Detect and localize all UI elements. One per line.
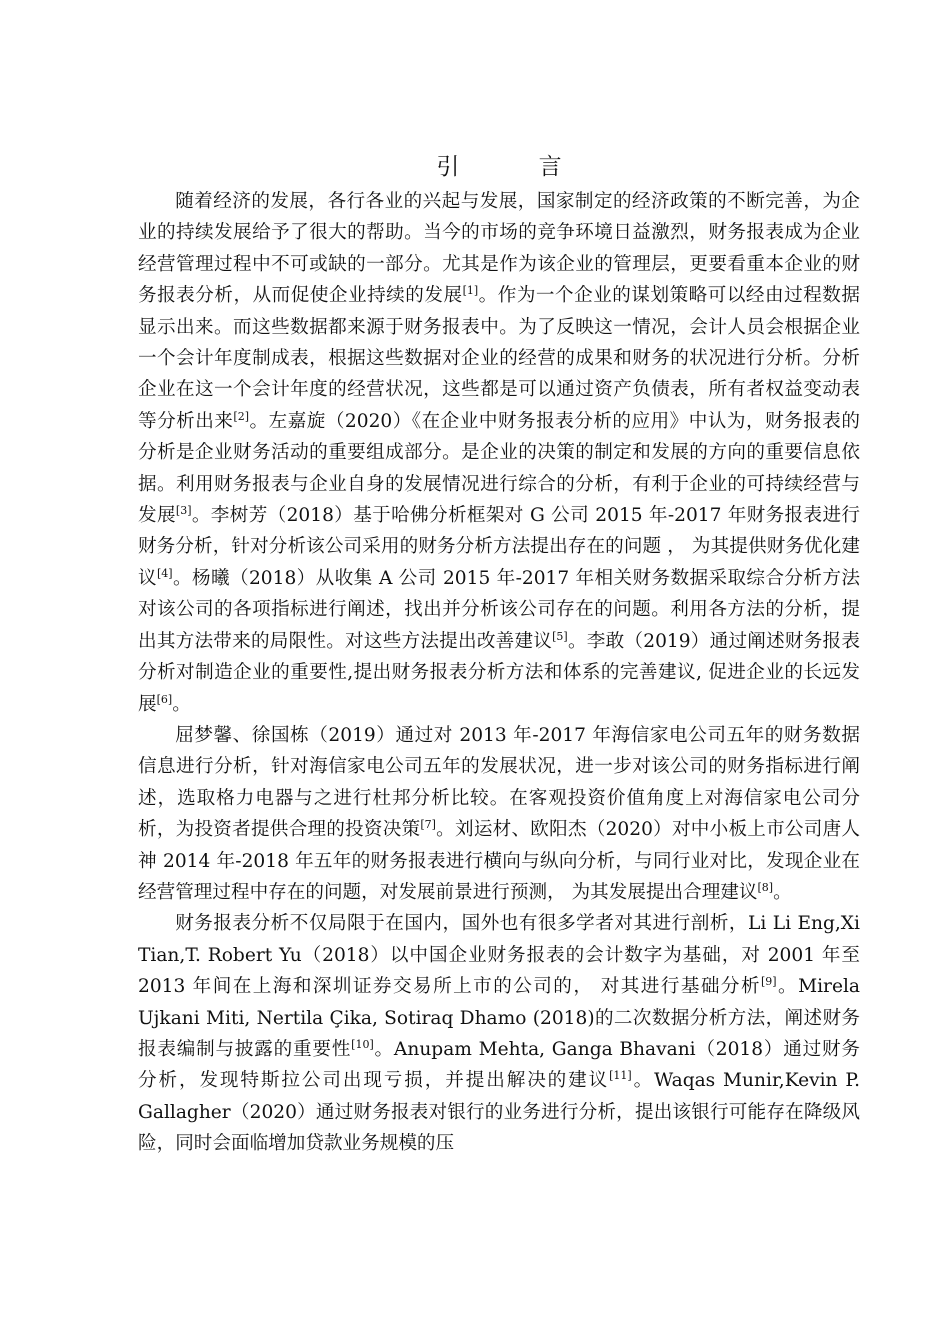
citation-ref: [6]	[156, 692, 173, 706]
text-segment: 随着经济的发展，各行各业的兴起与发展，国家制定的经济政策的不断完善，为企业的持续发展给予了很大的帮助。当今的市场的竞争环境日益激烈，财务报表成为企业经营管理过程中不可或缺的一部分。尤其是作为该企业的管理层，更要看重本企业的财务报表分析，从而促使企业持续的发展	[138, 191, 860, 307]
text-segment: 。	[773, 881, 792, 903]
citation-ref: [2]	[233, 409, 250, 423]
text-segment: 财务报表分析不仅局限于在国内，国外也有很多学者对其进行剖析，Li Li Eng,Xi Tian,T. Robert Yu（2018）以中国企业财务报表的会计数字为基础，对 2001 年至 2013 年间在上海和深圳证券交易所上市的公司的， 对其进行基础分析	[138, 913, 860, 998]
text-segment: 。李树芳（2018）基于哈佛分析框架对 G 公司 2015 年-2017 年财务报表进行财务分析，针对分析该公司采用的财务分析方法提出存在的问题 ， 为其提供财务优化建议	[138, 505, 860, 589]
text-segment: 屈梦馨、徐国栋（2019）通过对 2013 年-2017 年海信家电公司五年的财务数据信息进行分析，针对海信家电公司五年的发展状况，进一步对该公司的财务指标进行阐述，选取格力电器与之进行杜邦分析比较。在客观投资价值角度上对海信家电公司分析，为投资者提供合理的投资决策	[138, 724, 860, 841]
citation-ref: [9]	[761, 975, 777, 989]
text-segment: 。刘运材、欧阳杰（2020）对中小板上市公司唐人神 2014 年-2018 年五年的财务报表进行横向与纵向分析，与同行业对比，发现企业在经营管理过程中存在的问题，对发展前景进行预测， 为其发展提出合理建议	[138, 819, 860, 903]
document-page	[138, 150, 860, 1160]
paragraph	[138, 908, 860, 1159]
text-segment: 。李敢（2019）通过阐述财务报表分析对制造企业的重要性,提出财务报表分析方法和体系的完善建议, 促进企业的长远发展	[138, 630, 860, 715]
text-segment: 。作为一个企业的谋划策略可以经由过程数据显示出来。而这些数据都来源于财务报表中。为了反映这一情况，会计人员会根据企业一个会计年度制成表，根据这些数据对企业的经营的成果和财务的状况进行分析。分析企业在这一个会计年度的经营状况，这些都是可以通过资产负债表，所有者权益变动表等分析出来	[138, 285, 860, 432]
text-segment: 。杨曦（2018）从收集 A 公司 2015 年-2017 年相关财务数据采取综合分析方法对该公司的各项指标进行阐述，找出并分析该公司存在的问题。利用各方法的分析，提出其方法带来的局限性。对这些方法提出改善建议	[138, 567, 860, 652]
citation-ref: [1]	[462, 284, 479, 298]
text-segment: 。Anupam Mehta, Ganga Bhavani（2018）通过财务分析，发现特斯拉公司出现亏损，并提出解决的建议	[138, 1038, 860, 1092]
paragraph	[138, 720, 860, 908]
page-title: 引 言	[436, 154, 598, 180]
paragraph	[138, 186, 860, 720]
text-segment: 。	[172, 693, 191, 715]
citation-ref: [7]	[420, 818, 436, 832]
citation-ref: [3]	[175, 504, 192, 518]
citation-ref: [5]	[552, 629, 568, 643]
text-segment: 。Mirela Ujkani Miti, Nertila Çika, Sotiraq Dhamo (2018)的二次数据分析方法，阐述财务报表编制与披露的重要性	[138, 976, 860, 1060]
citation-ref: [10]	[351, 1037, 374, 1051]
citation-ref: [4]	[157, 566, 173, 580]
citation-ref: [8]	[757, 880, 774, 894]
text-segment: 。左嘉旋（2020）《在企业中财务报表分析的应用》中认为，财务报表的分析是企业财务活动的重要组成部分。是企业的决策的制定和发展的方向的重要信息依据。利用财务报表与企业自身的发展情况进行综合的分析，有利于企业的可持续经营与发展	[138, 410, 860, 527]
text-segment: 。Waqas Munir,Kevin P. Gallagher（2020）通过财务报表对银行的业务进行分析，提出该银行可能存在降级风险，同时会面临增加贷款业务规模的压	[138, 1070, 860, 1155]
citation-ref: [11]	[609, 1069, 632, 1083]
body-text	[138, 186, 860, 1160]
